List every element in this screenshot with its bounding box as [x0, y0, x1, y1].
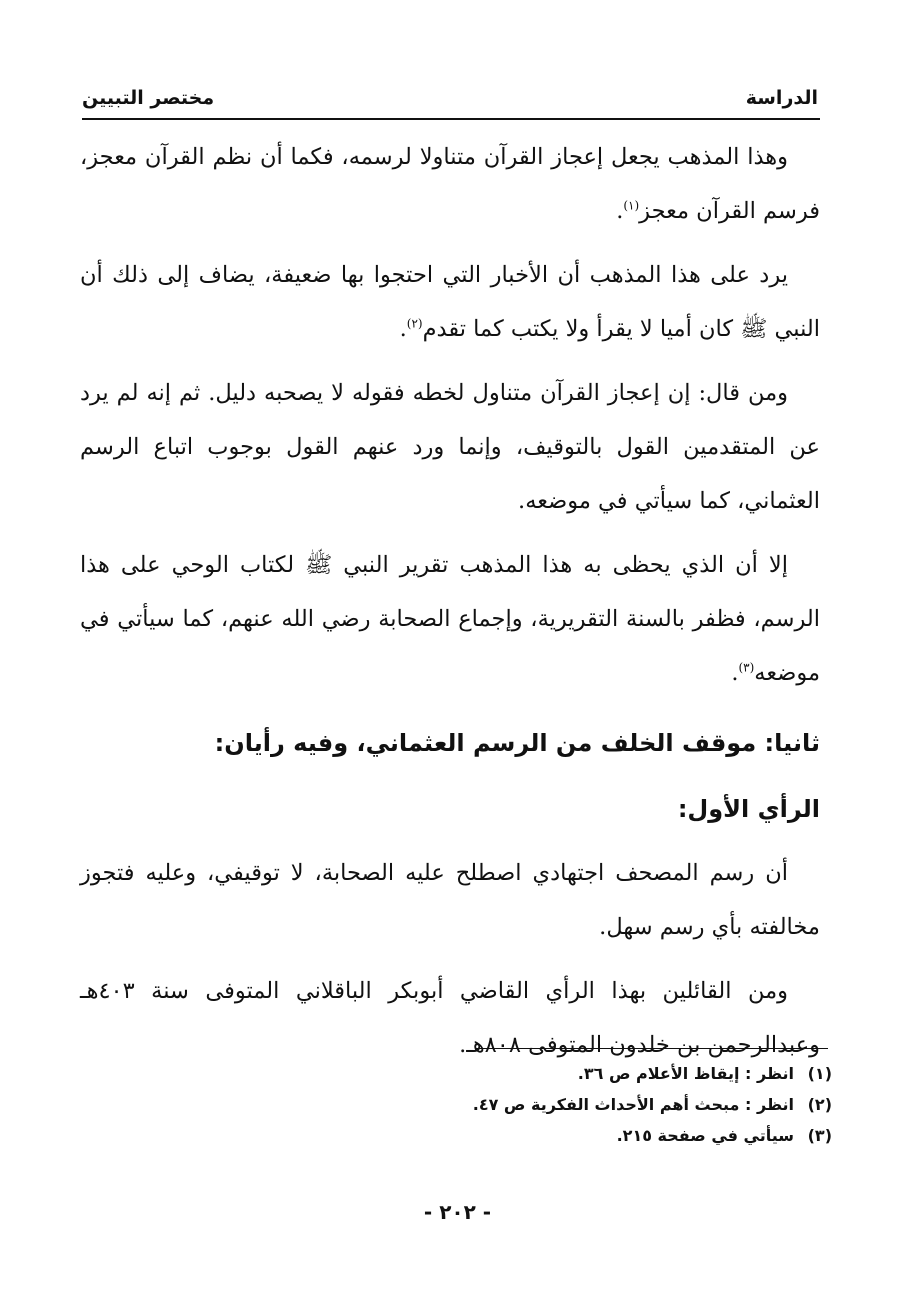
- subsection-heading: الرأي الأول:: [677, 795, 820, 823]
- footnote-number: (٢): [807, 1095, 832, 1114]
- footnote-item: [80, 1120, 832, 1151]
- paragraph: وهذا المذهب يجعل إعجاز القرآن متناولا لرسمه، فكما أن نظم القرآن معجز، فرسم القرآن معجز$^{(١)}$.: [80, 144, 820, 224]
- footnote-text: سيأتي في صفحة ٢١٥.: [616, 1126, 795, 1145]
- footnote-ref: (٢): [406, 316, 423, 331]
- section-heading: ثانيا: موقف الخلف من الرسم العثماني، وفيه رأيان:: [214, 729, 820, 757]
- footnote-text: انظر : إيقاظ الأعلام ص ٣٦.: [577, 1064, 795, 1083]
- main-text: [80, 130, 820, 1082]
- footnotes: [80, 1058, 832, 1151]
- paragraph: إلا أن الذي يحظى به هذا المذهب تقرير النبي ﷺ لكتاب الوحي على هذا الرسم، فظفر بالسنة التقريرية، وإجماع الصحابة رضي الله عنهم، كما سيأتي في موضعه$^{(٣)}$.: [80, 552, 820, 686]
- running-head-book-title: مختصر التبيين: [82, 87, 215, 109]
- page-number: - ٢٠٢ -: [423, 1200, 492, 1224]
- footnote-item: [80, 1089, 832, 1120]
- footnote-ref: (١): [623, 198, 640, 213]
- paragraph-text: وهذا المذهب يجعل إعجاز القرآن متناولا لرسمه، فكما أن نظم القرآن معجز، فرسم القرآن معجز: [80, 144, 820, 224]
- paragraph: ومن قال: إن إعجاز القرآن متناول لخطه فقوله لا يصحبه دليل. ثم إنه لم يرد عن المتقدمين القول بالتوقيف، وإنما ورد عنهم القول بوجوب اتباع الرسم العثماني، كما سيأتي في موضعه.: [80, 380, 820, 514]
- footnote-rule: [476, 1048, 828, 1049]
- paragraph: أن رسم المصحف اجتهادي اصطلح عليه الصحابة، لا توقيفي، وعليه فتجوز مخالفته بأي رسم سهل.: [80, 860, 820, 940]
- paragraph: ومن القائلين بهذا الرأي القاضي أبوبكر الباقلاني المتوفى سنة ٤٠٣هـ وعبدالرحمن بن خلدون المتوفى ٨٠٨هـ.: [80, 978, 820, 1058]
- paragraph-text: يرد على هذا المذهب أن الأخبار التي احتجوا بها ضعيفة، يضاف إلى ذلك أن النبي ﷺ كان أميا لا يقرأ ولا يكتب كما تقدم: [80, 262, 820, 342]
- paragraph-text: إلا أن الذي يحظى به هذا المذهب تقرير النبي ﷺ لكتاب الوحي على هذا الرسم، فظفر بالسنة التقريرية، وإجماع الصحابة رضي الله عنهم، كما سيأتي في موضعه: [80, 552, 820, 686]
- footnote-number: (١): [807, 1064, 832, 1083]
- footnote-text: انظر : مبحث أهم الأحداث الفكرية ص ٤٧.: [472, 1095, 795, 1114]
- header-rule: [82, 118, 820, 120]
- running-head: [82, 68, 818, 108]
- footnote-ref: (٣): [738, 660, 755, 675]
- footnote-number: (٣): [807, 1126, 832, 1145]
- footnote-item: [80, 1058, 832, 1089]
- running-head-section: الدراسة: [745, 87, 818, 109]
- paragraph: يرد على هذا المذهب أن الأخبار التي احتجوا بها ضعيفة، يضاف إلى ذلك أن النبي ﷺ كان أميا لا يقرأ ولا يكتب كما تقدم$^{(٢)}$.: [80, 262, 820, 342]
